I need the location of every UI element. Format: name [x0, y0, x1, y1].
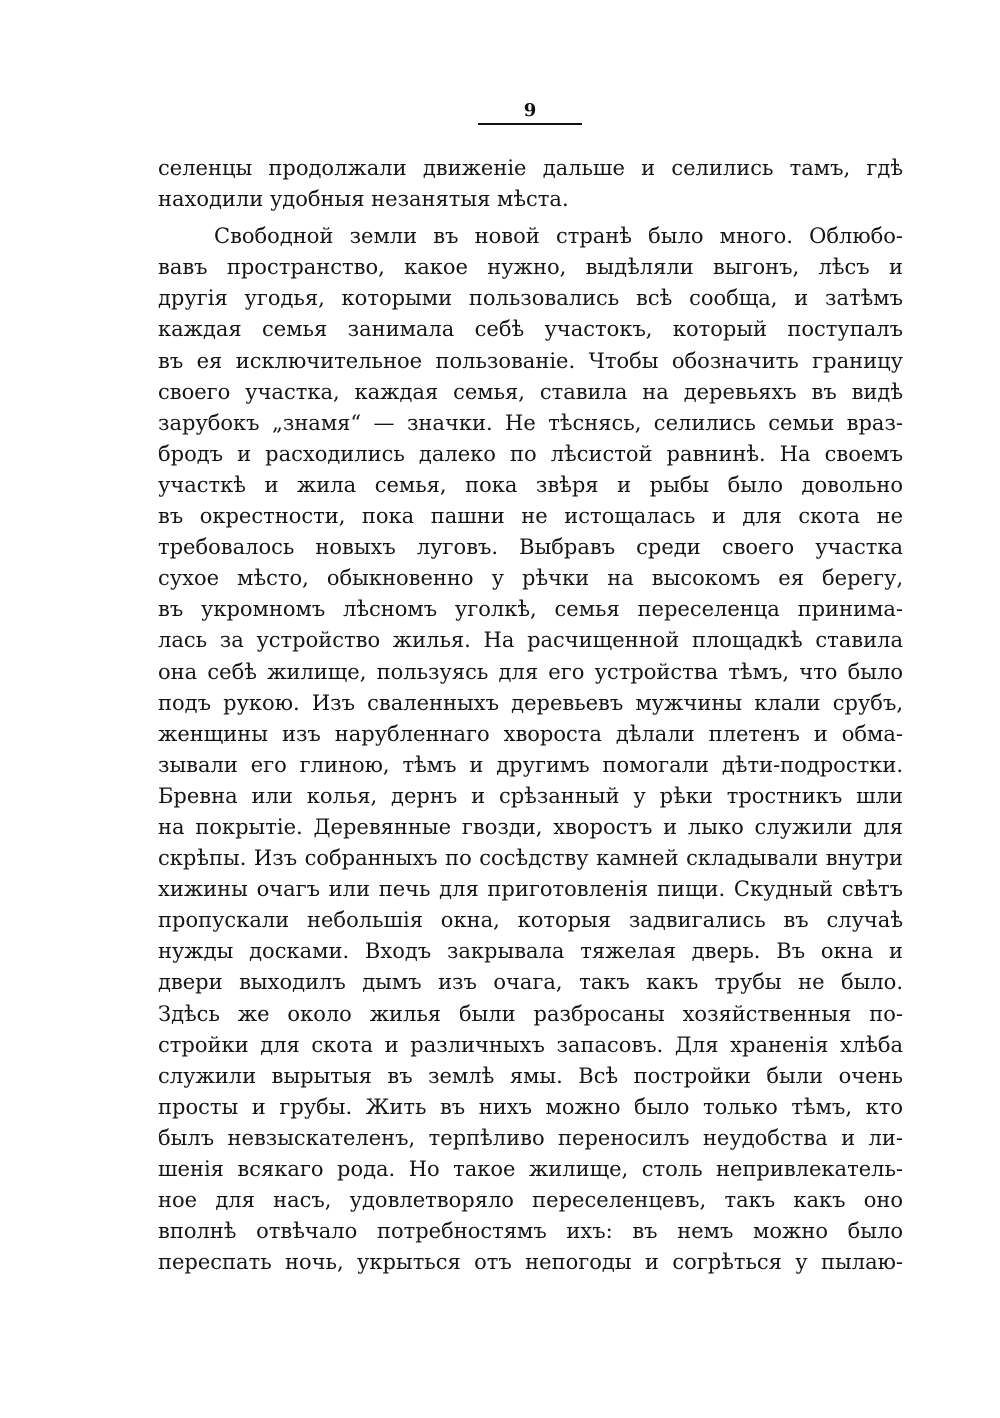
text-line: находили удобныя незанятыя мѣста.: [158, 187, 569, 212]
text-line: каждая семья занимала себѣ участокъ, который поступалъ: [158, 317, 903, 342]
text-line: шенiя всякаго рода. Но такое жилище, столь непривлекатель-: [158, 1157, 903, 1181]
text-line: лась за устройство жилья. На расчищенной площадкѣ ставила: [158, 628, 903, 653]
text-line: подъ рукою. Изъ сваленныхъ деревьевъ мужчины клали срубъ,: [158, 690, 903, 715]
text-line: служили вырытыя въ землѣ ямы. Всѣ постройки были очень: [158, 1063, 903, 1088]
text-line: Свободной земли въ новой странѣ было много. Облюбо-: [214, 224, 903, 249]
text-line: въ укромномъ лѣсномъ уголкѣ, семья переселенца принима-: [158, 597, 903, 622]
text-line: зывали его глиною, тѣмъ и другимъ помогали дѣти-подростки.: [158, 752, 903, 777]
text-line: другiя угодья, которыми пользовались всѣ сообща, и затѣмъ: [158, 286, 903, 311]
text-line: бродъ и расходились далеко по лѣсистой равнинѣ. На своемъ: [158, 441, 903, 466]
text-line: ное для насъ, удовлетворяло переселенцевъ, такъ какъ оно: [158, 1188, 903, 1213]
text-line: скрѣпы. Изъ собранныхъ по сосѣдству камней складывали внутри: [158, 846, 903, 871]
text-line: зарубокъ „знамя“ — значки. Не тѣснясь, селились семьи враз-: [158, 410, 903, 435]
text-line: селенцы продолжали движенiе дальше и селились тамъ, гдѣ: [158, 156, 903, 180]
body-text: [158, 153, 903, 1278]
text-line: вполнѣ отвѣчало потребностямъ ихъ: въ немъ можно было: [158, 1219, 903, 1244]
text-line: женщины изъ нарубленнаго хвороста дѣлали плетенъ и обма-: [158, 721, 903, 746]
text-line: требовалось новыхъ луговъ. Выбравъ среди своего участка: [158, 535, 903, 560]
text-line: двери выходилъ дымъ изъ очага, такъ какъ трубы не было.: [158, 970, 903, 995]
text-line: просты и грубы. Жить въ нихъ можно было только тѣмъ, кто: [158, 1094, 903, 1119]
text-line: Здѣсь же около жилья были разбросаны хозяйственныя по-: [158, 1001, 903, 1026]
page-number: 9: [523, 100, 537, 121]
text-line: своего участка, каждая семья, ставила на деревьяхъ въ видѣ: [158, 379, 903, 404]
text-line: былъ невзыскателенъ, терпѣливо переносилъ неудобства и ли-: [158, 1125, 903, 1150]
text-line: она себѣ жилище, пользуясь для его устройства тѣмъ, что было: [158, 659, 903, 684]
text-line: хижины очагъ или печь для приготовленiя пищи. Скудный свѣтъ: [158, 877, 903, 902]
text-line: сухое мѣсто, обыкновенно у рѣчки на высокомъ ея берегу,: [158, 566, 903, 591]
page-number-rule: [478, 123, 582, 125]
text-line: въ ея исключительное пользованiе. Чтобы обозначить границу: [158, 348, 903, 373]
text-line: въ окрестности, пока пашни не истощалась и для скота не: [158, 504, 903, 529]
text-line: стройки для скота и различныхъ запасовъ. Для храненiя хлѣба: [158, 1032, 903, 1057]
text-line: на покрытiе. Деревянные гвозди, хворостъ и лыко служили для: [158, 814, 903, 839]
text-line: участкѣ и жила семья, пока звѣря и рыбы было довольно: [158, 472, 903, 497]
text-line: переспать ночь, укрыться отъ непогоды и согрѣться у пылаю-: [158, 1250, 903, 1275]
text-line: пропускали небольшiя окна, которыя задвигались въ случаѣ: [158, 908, 903, 933]
text-line: нужды досками. Входъ закрывала тяжелая дверь. Въ окна и: [158, 939, 903, 964]
text-line: вавъ пространство, какое нужно, выдѣляли выгонъ, лѣсъ и: [158, 255, 903, 280]
text-line: Бревна или колья, дернъ и срѣзанный у рѣки тростникъ шли: [158, 783, 903, 808]
